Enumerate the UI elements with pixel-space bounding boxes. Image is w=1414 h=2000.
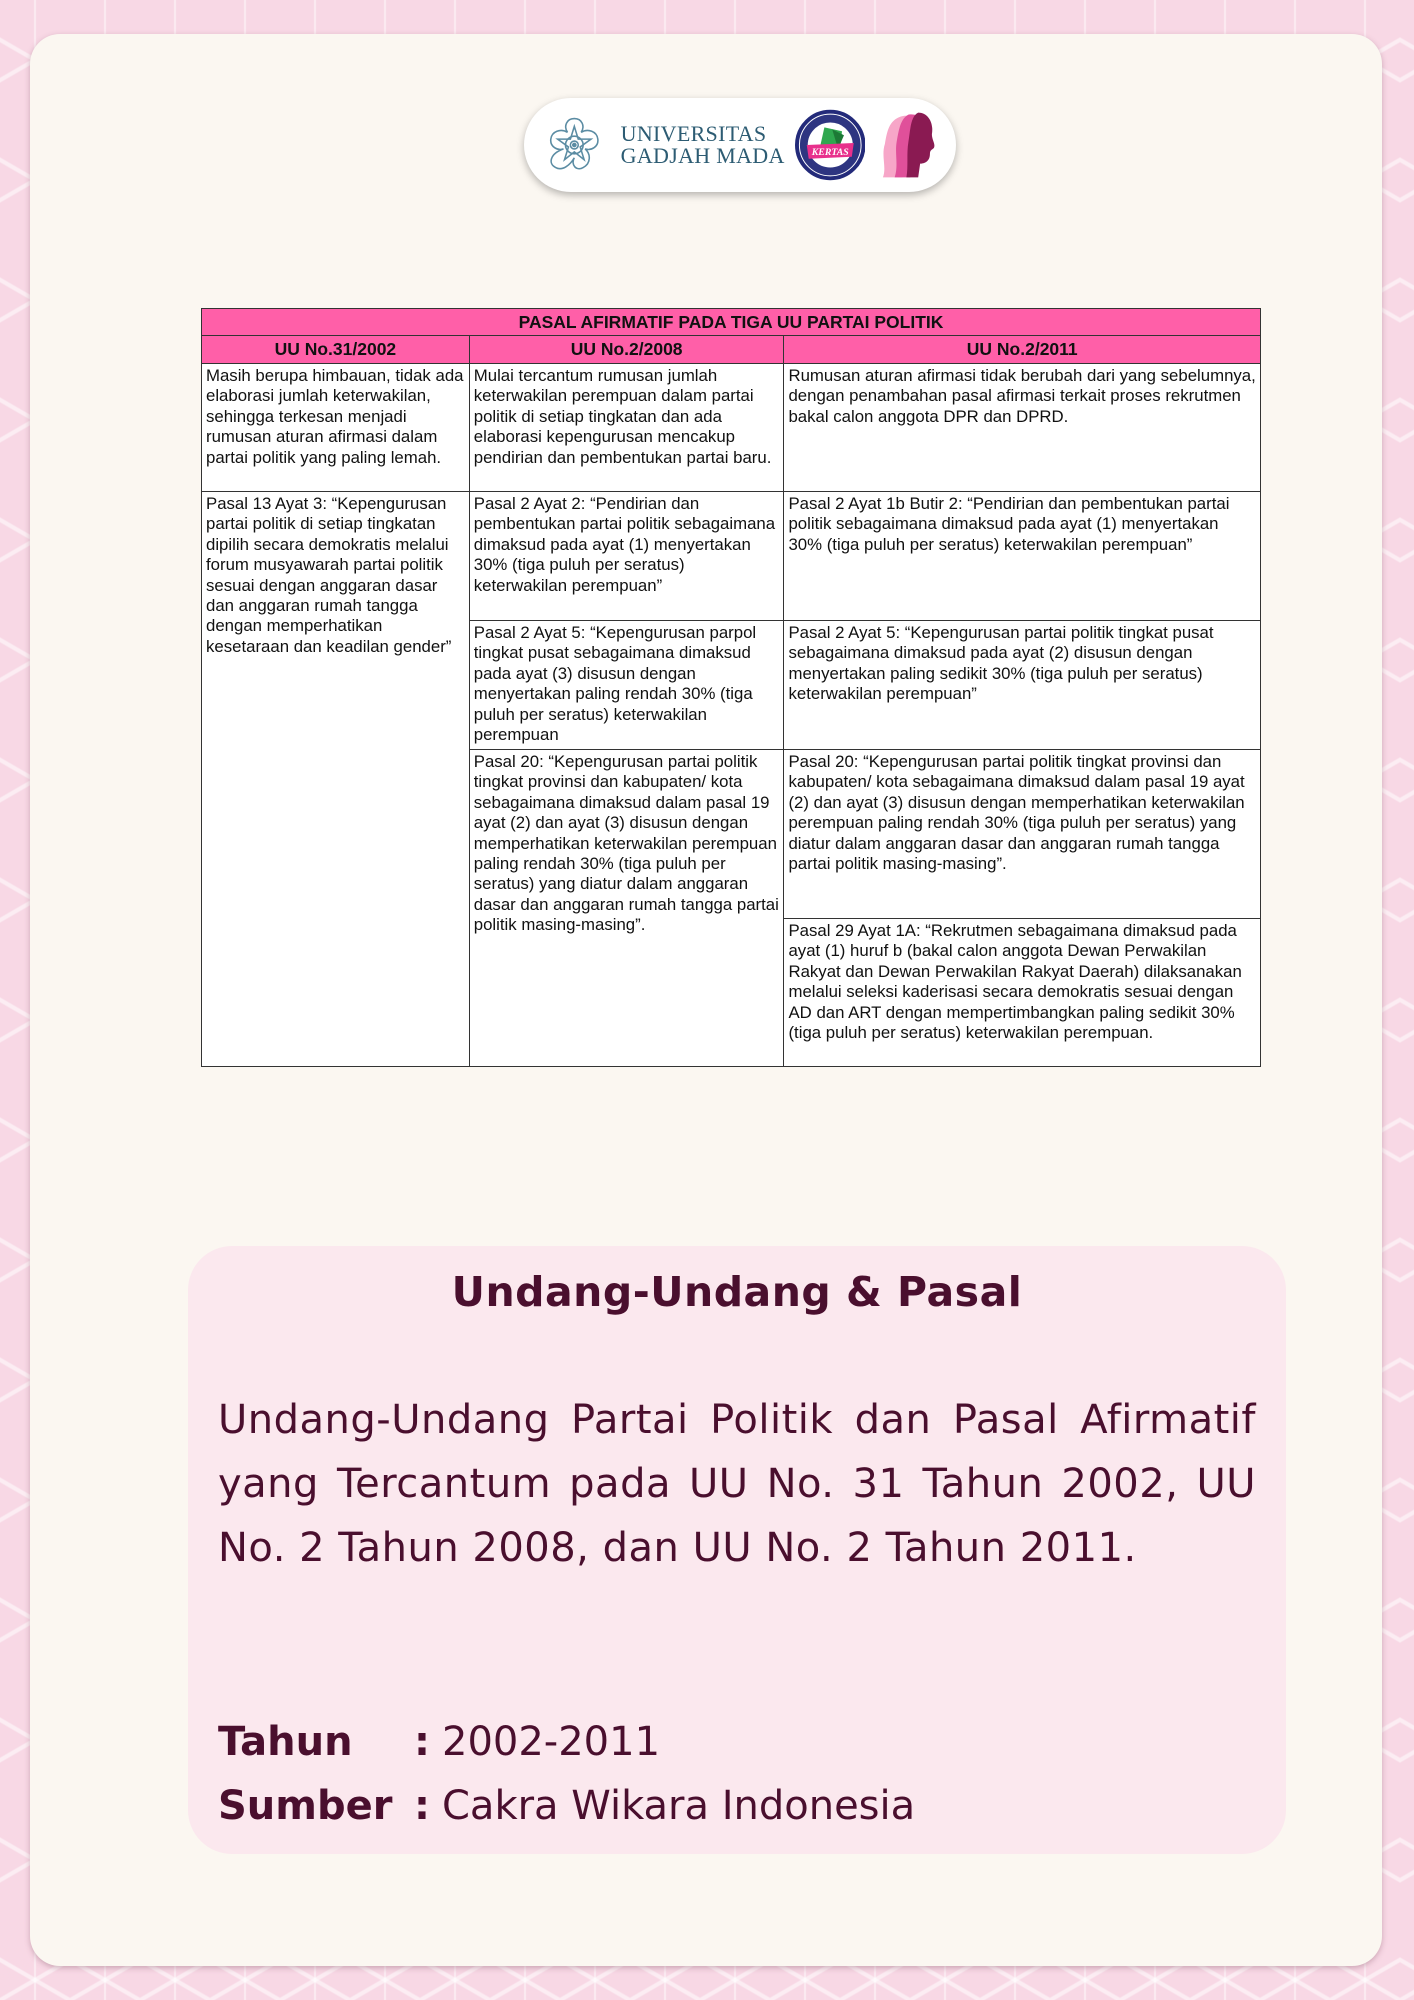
ugm-line2: GADJAH MADA [620, 143, 785, 168]
ugm-line1: UNIVERSITAS [620, 121, 767, 146]
ugm-emblem-icon [542, 112, 607, 178]
source-label: Sumber [218, 1783, 393, 1829]
year-row [218, 1710, 915, 1774]
cell-summary-2011: Rumusan aturan afirmasi tidak berubah dari yang sebelumnya, dengan penambahan pasal afirmasi terkait proses rekrutmen bakal calon anggota DPR dan DPRD. [784, 364, 1261, 492]
content-card [30, 34, 1382, 1966]
metadata [218, 1710, 915, 1838]
kertas-label: KERTAS [811, 146, 849, 158]
cell-pendirian-2011: Pasal 2 Ayat 1b Butir 2: “Pendirian dan pembentukan partai politik sebagaimana dimaksud pada ayat (1) menyertakan 30% (tiga puluh per seratus) keterwakilan perempuan” [784, 492, 1261, 621]
kertas-logo-icon [795, 109, 866, 181]
table-row-pendirian [202, 492, 1261, 621]
cell-pusat-2011: Pasal 2 Ayat 5: “Kepengurusan partai politik tingkat pusat sebagaimana dimaksud pada ayat (2) disusun dengan menyertakan paling sedikit 30% (tiga puluh per seratus) keterwakilan perempuan” [784, 621, 1261, 750]
column-header-uu-2002: UU No.31/2002 [202, 336, 470, 364]
year-colon: : [414, 1719, 430, 1765]
source-colon: : [414, 1783, 430, 1829]
logo-banner [524, 98, 956, 192]
ugm-wordmark [621, 123, 785, 167]
cell-pusat-2008: Pasal 2 Ayat 5: “Kepengurusan parpol tingkat pusat sebagaimana dimaksud pada ayat (3) disusun dengan menyertakan paling rendah 30% (tiga puluh per seratus) keterwakilan perempuan [469, 621, 784, 750]
table-title: PASAL AFIRMATIF PADA TIGA UU PARTAI POLITIK [202, 309, 1261, 336]
info-box [188, 1246, 1286, 1854]
cell-rekrutmen-2011: Pasal 29 Ayat 1A: “Rekrutmen sebagaimana dimaksud pada ayat (1) huruf b (bakal calon anggota Dewan Perwakilan Rakyat dan Dewan Perwakilan Rakyat Daerah) dilaksanakan melalui seleksi kaderisasi secara demokratis sesuai dengan AD dan ART dengan mempertimbangkan paling sedikit 30% (tiga puluh per seratus) keterwakilan perempuan. [784, 919, 1261, 1067]
year-label: Tahun [218, 1719, 353, 1765]
source-row [218, 1774, 915, 1838]
cell-pendirian-2008: Pasal 2 Ayat 2: “Pendirian dan pembentukan partai politik sebagaimana dimaksud pada ayat (1) menyertakan 30% (tiga puluh per seratus) keterwakilan perempuan” [469, 492, 784, 621]
cell-daerah-2008: Pasal 20: “Kepengurusan partai politik tingkat provinsi dan kabupaten/ kota sebagaimana dimaksud dalam pasal 19 ayat (2) dan ayat (3) disusun dengan memperhatikan keterwakilan perempuan paling rendah 30% (tiga puluh per seratus) yang diatur dalam anggaran dasar dan anggaran rumah tangga partai politik masing-masing”. [469, 750, 784, 1067]
column-header-uu-2008: UU No.2/2008 [469, 336, 784, 364]
women-silhouette-icon [879, 110, 936, 180]
cell-summary-2008: Mulai tercantum rumusan jumlah keterwakilan perempuan dalam partai politik di setiap tingkatan dan ada elaborasi kepengurusan mencakup pendirian dan pembentukan partai baru. [469, 364, 784, 492]
info-title: Undang-Undang & Pasal [451, 1268, 1023, 1316]
column-header-uu-2011: UU No.2/2011 [784, 336, 1261, 364]
source-value: Cakra Wikara Indonesia [442, 1783, 916, 1829]
affirmative-articles-table [201, 308, 1261, 1067]
year-value: 2002-2011 [442, 1719, 661, 1765]
cell-summary-2002: Masih berupa himbauan, tidak ada elaborasi jumlah keterwakilan, sehingga terkesan menjadi rumusan aturan afirmasi dalam partai politik yang paling lemah. [202, 364, 470, 492]
table-row-summary [202, 364, 1261, 492]
info-description: Undang-Undang Partai Politik dan Pasal Afirmatif yang Tercantum pada UU No. 31 Tahun 2002, UU No. 2 Tahun 2008, dan UU No. 2 Tahun 2011. [218, 1397, 1256, 1571]
cell-daerah-2011: Pasal 20: “Kepengurusan partai politik tingkat provinsi dan kabupaten/ kota sebagaimana dimaksud dalam pasal 19 ayat (2) dan ayat (3) disusun dengan memperhatikan keterwakilan perempuan paling rendah 30% (tiga puluh per seratus) yang diatur dalam anggaran dasar dan anggaran rumah tangga partai politik masing-masing”. [784, 750, 1261, 919]
cell-pasal13-2002: Pasal 13 Ayat 3: “Kepengurusan partai politik di setiap tingkatan dipilih secara demokratis melalui forum musyawarah partai politik sesuai dengan anggaran dasar dan anggaran rumah tangga dengan memperhatikan kesetaraan dan keadilan gender” [202, 492, 470, 1067]
